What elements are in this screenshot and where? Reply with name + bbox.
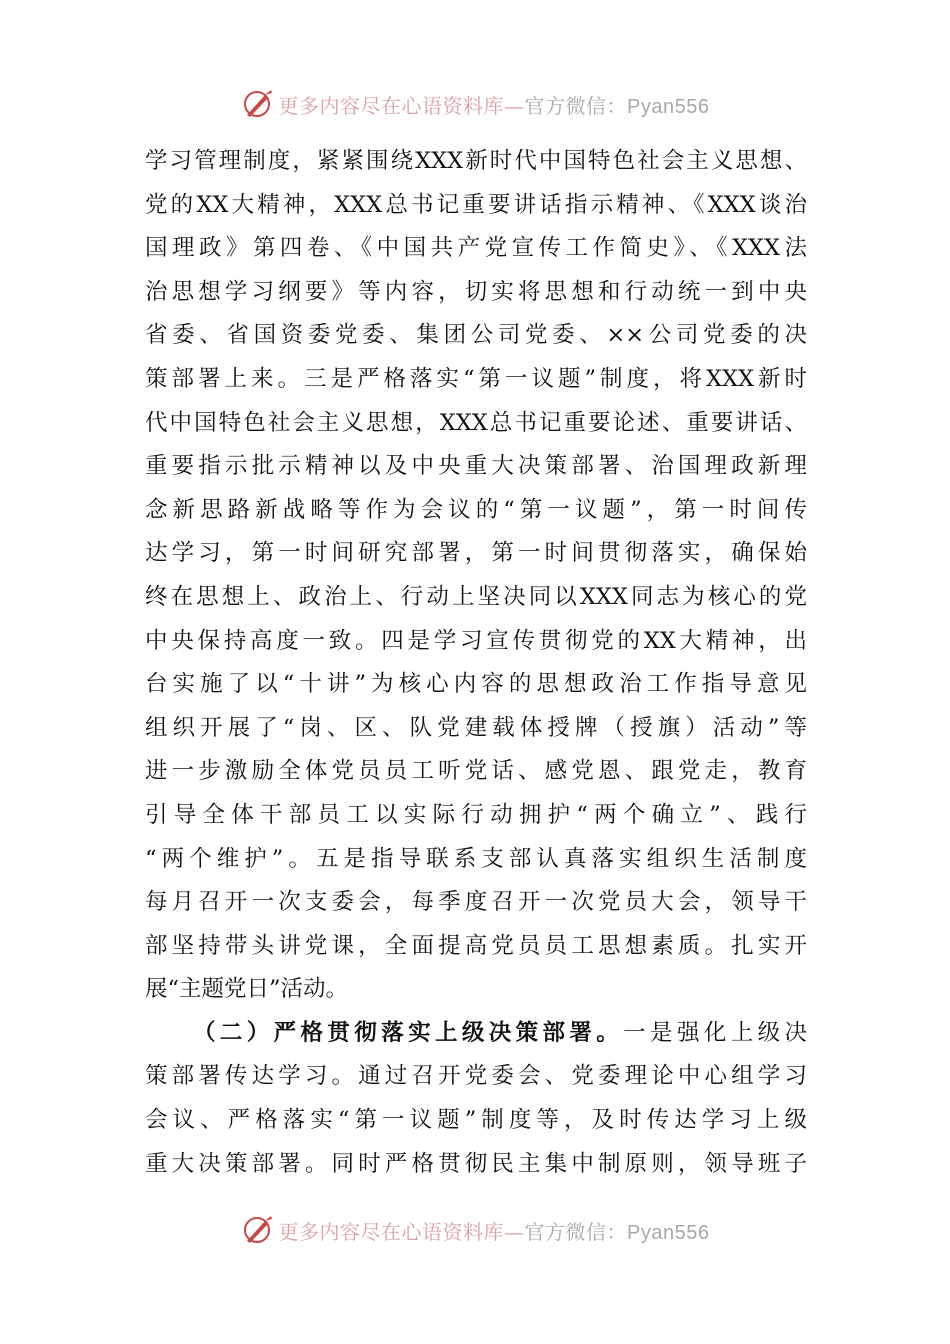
quill-logo-icon bbox=[241, 87, 275, 121]
section-heading-line bbox=[145, 1012, 807, 1056]
text-line: 代中国特色社会主义思想，XXX总书记重要论述、重要讲话、 bbox=[145, 409, 807, 436]
text-line: 国理政》第四卷、《中国共产党宣传工作简史》、《XXX法 bbox=[145, 235, 807, 262]
text-line: 会议、严格落实“第一议题”制度等，及时传达学习上级 bbox=[145, 1107, 807, 1134]
document-body bbox=[145, 140, 807, 1186]
text-line: 策部署传达学习。通过召开党委会、党委理论中心组学习 bbox=[145, 1063, 807, 1090]
footer-watermark-banner bbox=[0, 1210, 950, 1250]
banner-wechat-id: Pyan556 bbox=[627, 95, 710, 118]
banner-site-text: 更多内容尽在心语资料库— bbox=[278, 93, 525, 118]
banner-text bbox=[279, 1216, 710, 1245]
text-line: 学习管理制度，紧紧围绕XXX新时代中国特色社会主义思想、 bbox=[145, 148, 807, 174]
text-line: 台实施了以“十讲”为核心内容的思想政治工作指导意见 bbox=[145, 671, 807, 698]
text-line: 党的XX大精神，XXX总书记重要讲话指示精神、《XXX谈治 bbox=[145, 191, 807, 218]
text-line: 展“主题党日”活动。 bbox=[145, 976, 349, 1003]
quill-logo-icon bbox=[241, 1213, 275, 1247]
text-line: 部坚持带头讲党课，全面提高党员员工思想素质。扎实开 bbox=[145, 932, 807, 959]
banner-site-text: 更多内容尽在心语资料库— bbox=[278, 1219, 525, 1244]
text-line: 达学习，第一时间研究部署，第一时间贯彻落实，确保始 bbox=[145, 540, 807, 567]
text-line: 策部署上来。三是严格落实“第一议题”制度，将XXX新时 bbox=[145, 365, 807, 392]
text-line: 中央保持高度一致。四是学习宣传贯彻党的XX大精神，出 bbox=[145, 627, 807, 654]
banner-wechat-label: 官方微信： bbox=[524, 1219, 628, 1244]
section-heading: （二）严格贯彻落实上级决策部署。 bbox=[193, 1019, 624, 1046]
header-watermark-banner bbox=[0, 84, 950, 124]
text-line: “两个维护”。五是指导联系支部认真落实组织生活制度 bbox=[145, 845, 807, 872]
text-line: 念新思路新战略等作为会议的“第一议题”，第一时间传 bbox=[145, 496, 807, 523]
text-line: 重要指示批示精神以及中央重大决策部署、治国理政新理 bbox=[145, 453, 807, 480]
banner-wechat-id: Pyan556 bbox=[627, 1221, 710, 1244]
text-line: 进一步激励全体党员员工听党话、感党恩、跟党走，教育 bbox=[145, 758, 807, 785]
banner-wechat-label: 官方微信： bbox=[524, 93, 628, 118]
text-line: 治思想学习纲要》等内容，切实将思想和行动统一到中央 bbox=[145, 278, 807, 305]
text-line: 组织开展了“岗、区、队党建载体授牌（授旗）活动”等 bbox=[145, 714, 807, 741]
text-line: 每月召开一次支委会，每季度召开一次党员大会，领导干 bbox=[145, 889, 807, 916]
text-line: 省委、省国资委党委、集团公司党委、××公司党委的决 bbox=[145, 322, 807, 349]
text-line: 引导全体干部员工以实际行动拥护“两个确立”、践行 bbox=[145, 801, 807, 828]
text-line: 终在思想上、政治上、行动上坚决同以XXX同志为核心的党 bbox=[145, 583, 807, 610]
section-heading-rest: 一是强化上级决 bbox=[623, 1019, 807, 1046]
banner-text bbox=[279, 90, 710, 119]
text-line: 重大决策部署。同时严格贯彻民主集中制原则，领导班子 bbox=[145, 1150, 807, 1177]
